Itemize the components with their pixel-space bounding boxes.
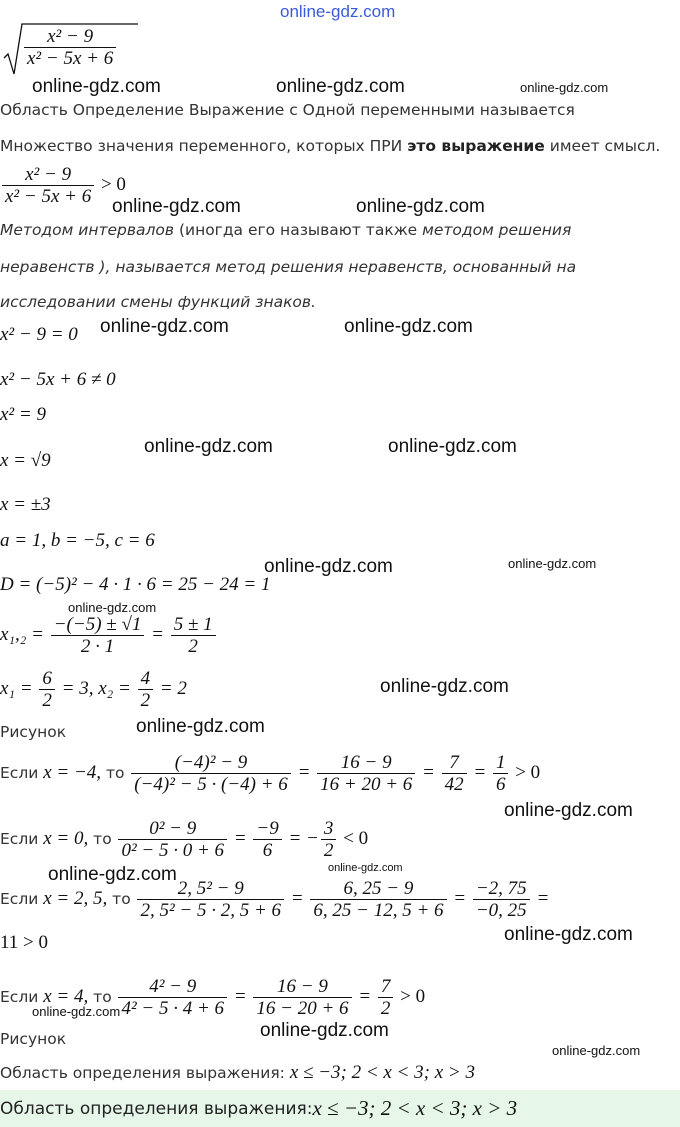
- inequality-fraction: [2, 164, 94, 207]
- figure-label-2: Рисунок: [0, 1030, 67, 1048]
- definition-line-1: Область Определение Выражение с Одной переменными называется: [0, 101, 575, 119]
- check-row-2: Если x = 0, то $\frac{\text{0² − 9}}{\text{0² − 5 · 0 + 6}}$ = $\frac{-9}{6}$ = − $\frac{3}{2}$ < 0: [0, 818, 369, 861]
- equation-2: x² − 5x + 6 ≠ 0: [0, 369, 116, 390]
- sqrt-fraction: [24, 26, 116, 69]
- check-4-num-1: 4² − 9: [118, 976, 227, 998]
- definition-text-end: имеет смысл.: [544, 137, 661, 155]
- watermark: online-gdz.com: [144, 436, 273, 457]
- check-3-fraction-2: [310, 878, 446, 921]
- inequality-numerator: x² − 9: [2, 164, 94, 186]
- check-1-sign: > 0: [515, 761, 541, 783]
- check-2-fraction-2: [253, 818, 281, 861]
- root-2-numerator: 4: [138, 668, 154, 690]
- domain-label: Область определения выражения:: [0, 1064, 290, 1082]
- check-x-value: x = −4,: [43, 761, 102, 783]
- check-x-value: x = 2, 5,: [43, 887, 108, 909]
- check-row-1: Если x = −4, то $\frac{\text{(−4)² − 9}}{\text{(−4)² − 5 · (−4) + 6}}$ = $\frac{16 - 9}{16 + 20 + 6}$ = $\frac{7}{42}$ = $\frac{1}{6}$ > 0: [0, 752, 541, 795]
- check-4-num-3: 7: [378, 976, 394, 998]
- check-3-fraction-3: [473, 878, 530, 921]
- watermark-small: online-gdz.com: [508, 556, 597, 571]
- inequality-denominator: x² − 5x + 6: [5, 186, 92, 207]
- inequality-rhs: > 0: [96, 173, 126, 195]
- watermark-small: online-gdz.com: [552, 1043, 641, 1058]
- watermark: online-gdz.com: [100, 316, 229, 337]
- sqrt-numerator: x² − 9: [24, 26, 116, 48]
- equation-roots-values: [0, 668, 187, 711]
- check-if-label: Если: [0, 763, 44, 782]
- answer-expression: x ≤ −3; 2 < x < 3; x > 3: [312, 1096, 518, 1120]
- inequality: [0, 164, 126, 207]
- check-1-num-1: (−4)² − 9: [131, 752, 291, 774]
- check-2-den-3: 2: [323, 840, 334, 861]
- watermark: online-gdz.com: [504, 800, 633, 821]
- watermark: online-gdz.com: [112, 196, 241, 217]
- check-4-sign: > 0: [400, 985, 426, 1007]
- root-1-denominator: 2: [42, 690, 52, 711]
- root-2-fraction: [138, 668, 154, 711]
- definition-text: Множество значения переменного, которых ПРИ: [0, 137, 408, 155]
- equation-4: x = √9: [0, 450, 51, 471]
- watermark: online-gdz.com: [388, 436, 517, 457]
- watermark: online-gdz.com: [264, 556, 393, 577]
- watermark: online-gdz.com: [260, 1020, 389, 1041]
- roots-fraction-1: [51, 614, 145, 657]
- check-if-label: Если: [0, 889, 44, 908]
- check-3-num-2: 6, 25 − 9: [310, 878, 446, 900]
- method-term: Методом интервалов: [0, 221, 175, 239]
- check-2-den-2: 6: [262, 840, 273, 861]
- definition-line-2: [0, 137, 660, 155]
- check-1-fraction-2: [317, 752, 415, 795]
- roots-denominator-1: 2 · 1: [80, 636, 115, 657]
- watermark-top[interactable]: online-gdz.com: [280, 2, 396, 21]
- root-2-lhs: = 3, x₂ =: [61, 677, 131, 699]
- sqrt-denominator: x² − 5x + 6: [27, 48, 114, 69]
- figure-label: Рисунок: [0, 723, 67, 741]
- check-1-num-4: 1: [493, 752, 509, 774]
- watermark: online-gdz.com: [504, 924, 633, 945]
- roots-lhs: x₁,₂ =: [0, 623, 44, 645]
- check-2-sign: < 0: [343, 827, 369, 849]
- sqrt-expression: [2, 22, 142, 80]
- check-row-4: Если x = 4, то $\frac{\text{4² − 9}}{\text{4² − 5 · 4 + 6}}$ = $\frac{16 - 9}{16 - 20 + 6}$ = $\frac{7}{2}$ > 0: [0, 976, 426, 1019]
- equation-coefficients: a = 1, b = −5, c = 6: [0, 530, 155, 551]
- watermark: online-gdz.com: [344, 316, 473, 337]
- check-then-label: то: [107, 889, 131, 908]
- equation-1: x² − 9 = 0: [0, 324, 78, 345]
- answer-highlight: [0, 1090, 680, 1127]
- check-4-fraction-3: [378, 976, 394, 1019]
- check-then-label: то: [101, 763, 125, 782]
- check-3-num-1: 2, 5² − 9: [137, 878, 284, 900]
- check-1-fraction-1: [131, 752, 291, 795]
- check-3-num-3: −2, 75: [473, 878, 530, 900]
- check-2-num-3: 3: [321, 818, 337, 840]
- definition-bold: это выражение: [407, 137, 545, 155]
- equation-discriminant: D = (−5)² − 4 · 1 · 6 = 25 − 24 = 1: [0, 574, 271, 595]
- check-2-fraction-1: [118, 818, 227, 861]
- check-1-den-2: 16 + 20 + 6: [320, 774, 413, 795]
- equation-3: x² = 9: [0, 404, 46, 425]
- check-then-label: то: [88, 829, 112, 848]
- check-4-fraction-1: [118, 976, 227, 1019]
- roots-numerator-2: 5 ± 1: [171, 614, 216, 636]
- method-text: (иногда его называют также: [174, 221, 423, 239]
- check-then-label: то: [88, 987, 112, 1006]
- check-1-num-3: 7: [442, 752, 467, 774]
- check-3-den-1: 2, 5² − 5 · 2, 5 + 6: [140, 900, 282, 921]
- watermark: online-gdz.com: [276, 76, 405, 97]
- roots-numerator-1: −(−5) ± √1: [51, 614, 145, 636]
- root-2-value: = 2: [159, 677, 187, 699]
- check-4-den-3: 2: [380, 998, 391, 1019]
- domain-line: [0, 1062, 475, 1084]
- root-1-fraction: [39, 668, 55, 711]
- check-x-value: x = 4,: [43, 985, 89, 1007]
- root-1-numerator: 6: [39, 668, 55, 690]
- watermark-small: online-gdz.com: [520, 80, 609, 95]
- watermark: online-gdz.com: [356, 196, 485, 217]
- method-line-1: [0, 221, 571, 239]
- check-1-fraction-4: [493, 752, 509, 795]
- watermark: online-gdz.com: [136, 716, 265, 737]
- equation-roots-formula: x₁,₂ = $\frac{-(-5) \pm √1}{2 \cdot 1}$ = $\frac{5 \pm 1}{2}$: [0, 614, 218, 657]
- check-4-den-1: 4² − 5 · 4 + 6: [121, 998, 225, 1019]
- root-2-denominator: 2: [140, 690, 151, 711]
- check-1-den-1: (−4)² − 5 · (−4) + 6: [134, 774, 288, 795]
- check-1-den-4: 6: [495, 774, 506, 795]
- equation-5: x = ±3: [0, 494, 51, 515]
- check-2-num-1: 0² − 9: [118, 818, 227, 840]
- check-2-num-2: −9: [253, 818, 281, 840]
- method-term-2: методом решения: [422, 221, 572, 239]
- check-3-result: 11 > 0: [0, 932, 49, 953]
- check-4-num-2: 16 − 9: [253, 976, 351, 998]
- watermark-small: online-gdz.com: [328, 862, 403, 874]
- check-3-den-2: 6, 25 − 12, 5 + 6: [313, 900, 444, 921]
- check-1-fraction-3: [442, 752, 467, 795]
- check-1-den-3: 42: [444, 774, 464, 795]
- check-if-label: Если: [0, 829, 44, 848]
- watermark: online-gdz.com: [32, 76, 161, 97]
- domain-expression: x ≤ −3; 2 < x < 3; x > 3: [289, 1062, 475, 1083]
- check-3-fraction-1: [137, 878, 284, 921]
- roots-fraction-2: [171, 614, 216, 657]
- watermark-small: online-gdz.com: [68, 600, 157, 615]
- check-4-den-2: 16 − 20 + 6: [256, 998, 349, 1019]
- watermark: online-gdz.com: [380, 676, 509, 697]
- check-x-value: x = 0,: [43, 827, 89, 849]
- answer-label: Область определения выражения:: [0, 1098, 313, 1119]
- check-if-label: Если: [0, 987, 44, 1006]
- check-2-den-1: 0² − 5 · 0 + 6: [121, 840, 225, 861]
- check-row-3: Если x = 2, 5, то $\frac{\text{2, 5² − 9}}{\text{2, 5² − 5 · 2, 5 + 6}}$ = $\frac{6, 25 - 9}{6, 25 - 12, 5 + 6}$ = $\frac{-2, 75}{-0, 25}$ =: [0, 878, 550, 921]
- check-2-fraction-3: [321, 818, 337, 861]
- check-3-den-3: −0, 25: [475, 900, 527, 921]
- watermark: online-gdz.com: [48, 864, 177, 885]
- check-4-fraction-2: [253, 976, 351, 1019]
- watermark-small: online-gdz.com: [32, 1004, 121, 1019]
- check-1-num-2: 16 − 9: [317, 752, 415, 774]
- roots-denominator-2: 2: [188, 636, 198, 657]
- method-line-3: исследовании смены функций знаков.: [0, 293, 316, 311]
- root-1-lhs: x₁ =: [0, 677, 33, 699]
- method-line-2: неравенств ), называется метод решения неравенств, основанный на: [0, 258, 577, 276]
